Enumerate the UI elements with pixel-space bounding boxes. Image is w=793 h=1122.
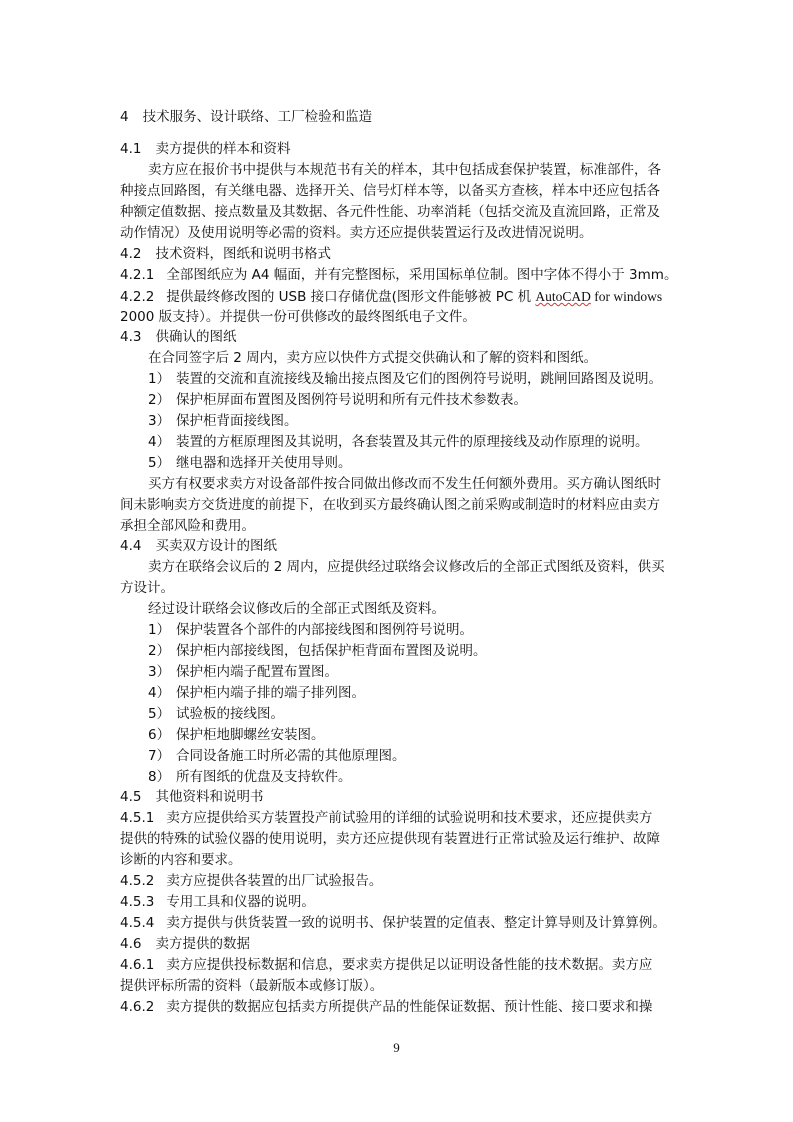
heading-title: 卖方提供的样本和资料 (155, 141, 291, 157)
list-text: 继电器和选择开关使用导则。 (176, 455, 352, 471)
clause-number: 4.2.1 (120, 267, 155, 283)
clause-text: 卖方提供与供货装置一致的说明书、保护装置的定值表、整定计算导则及计算算例。 (166, 915, 666, 931)
paragraph-line: 间未影响卖方交货进度的前提下，在收到买方最终确认图之前采购或制造时的材料应由卖方 (120, 497, 660, 513)
clause-text: 卖方应提供投标数据和信息，要求卖方提供足以证明设备性能的技术数据。卖方应 (166, 957, 653, 973)
list-text: 试验板的接线图。 (176, 706, 284, 722)
clause-4-6-1 (120, 955, 680, 976)
paragraph-line: 提供评标所需的资料（最新版本或修订版）。 (120, 978, 384, 994)
list-number: 4） (148, 434, 171, 450)
heading-title: 其他资料和说明书 (155, 789, 264, 805)
paragraph-line: 种接点回路图，有关继电器、选择开关、信号灯样本等，以备买方查核，样本中还应包括各 (120, 183, 660, 199)
clause-4-6-2 (120, 997, 680, 1018)
heading-title: 供确认的图纸 (155, 329, 237, 345)
page-number: 9 (393, 1040, 400, 1055)
list-text: 保护柜内端子配置布置图。 (176, 664, 338, 680)
list-item (148, 620, 680, 641)
clause-4-5-1 (120, 808, 680, 829)
list-item (148, 390, 680, 411)
list-number: 1） (148, 371, 171, 387)
list-text: 保护柜内端子排的端子排列图。 (176, 685, 365, 701)
clause-4-2-1 (120, 265, 680, 286)
heading-number: 4.6 (120, 936, 142, 952)
heading-4-5 (120, 787, 680, 808)
list-number: 1） (148, 622, 171, 638)
list-number: 8） (148, 769, 171, 785)
list-item (148, 662, 680, 683)
list-text: 所有图纸的优盘及支持软件。 (176, 769, 352, 785)
clause-4-5-3 (120, 892, 680, 913)
list-number: 3） (148, 413, 171, 429)
heading-title: 卖方提供的数据 (155, 936, 250, 952)
list-number: 2） (148, 643, 171, 659)
heading-4-1 (120, 139, 680, 160)
clause-number: 4.5.1 (120, 810, 155, 826)
list-text: 保护柜地脚螺丝安装图。 (176, 727, 325, 743)
paragraph-line: 卖方应在报价书中提供与本规范书有关的样本，其中包括成套保护装置，标准部件，各 (148, 162, 661, 178)
list-item (148, 683, 680, 704)
list-text: 保护柜内部接线图，包括保护柜背面布置图及说明。 (176, 643, 487, 659)
heading-number: 4.5 (120, 789, 142, 805)
autocad-term: AutoCAD (535, 289, 591, 304)
section-heading (120, 107, 680, 128)
heading-number: 4.3 (120, 329, 142, 345)
clause-text: 全部图纸应为 A4 幅面，并有完整图标，采用国标单位制。图中字体不得小于 3mm。 (166, 267, 678, 283)
clause-text: 卖方应提供各装置的出厂试验报告。 (166, 873, 383, 889)
paragraph-line: 种额定值数据、接点数量及其数据、各元件性能、功率消耗（包括交流及直流回路，正常及 (120, 204, 660, 220)
section-title: 技术服务、设计联络、工厂检验和监造 (142, 109, 373, 125)
list-item (148, 641, 680, 662)
clause-text: 卖方提供的数据应包括卖方所提供产品的性能保证数据、预计性能、接口要求和操 (166, 999, 653, 1015)
paragraph-line: 在合同签字后 2 周内，卖方应以快件方式提交供确认和了解的资料和图纸。 (148, 350, 598, 366)
heading-4-6 (120, 934, 680, 955)
heading-4-2 (120, 244, 680, 265)
clause-text: 专用工具和仪器的说明。 (166, 894, 315, 910)
list-text: 装置的方框原理图及其说明，各套装置及其元件的原理接线及动作原理的说明。 (176, 434, 649, 450)
paragraph-line: 动作情况）及使用说明等必需的资料。卖方还应提供装置运行及改进情况说明。 (120, 225, 593, 241)
list-item (148, 746, 680, 767)
clause-4-2-2 (120, 286, 680, 308)
paragraph-line: 提供的特殊的试验仪器的使用说明，卖方还应提供现有装置进行正常试验及运行维护、故障 (120, 831, 660, 847)
clause-text: 提供最终修改图的 USB 接口存储优盘(图形文件能够被 PC 机 (166, 289, 536, 305)
list-item (148, 453, 680, 474)
clause-number: 4.6.1 (120, 957, 155, 973)
heading-number: 4.2 (120, 246, 142, 262)
list-number: 6） (148, 727, 171, 743)
paragraph-line: 方设计。 (120, 580, 174, 596)
clause-text: 卖方应提供给买方装置投产前试验用的详细的试验说明和技术要求，还应提供卖方 (166, 810, 653, 826)
heading-4-3 (120, 327, 680, 348)
paragraph-line: 经过设计联络会议修改后的全部正式图纸及资料。 (148, 601, 445, 617)
heading-title: 买卖双方设计的图纸 (155, 538, 277, 554)
paragraph-line: 承担全部风险和费用。 (120, 518, 255, 534)
paragraph-line: 2000 版支持）。并提供一份可供修改的最终图纸电子文件。 (120, 309, 476, 325)
paragraph-line: 买方有权要求卖方对设备部件按合同做出修改而不发生任何额外费用。买方确认图纸时 (148, 476, 661, 492)
list-number: 3） (148, 664, 171, 680)
list-item (148, 704, 680, 725)
clause-4-5-2 (120, 871, 680, 892)
heading-4-4 (120, 536, 680, 557)
list-text: 合同设备施工时所必需的其他原理图。 (176, 748, 406, 764)
list-text: 装置的交流和直流接线及输出接点图及它们的图例符号说明，跳闸回路图及说明。 (176, 371, 662, 387)
list-number: 5） (148, 706, 171, 722)
heading-number: 4.4 (120, 538, 142, 554)
list-item (148, 411, 680, 432)
list-number: 7） (148, 748, 171, 764)
clause-text-end: for windows (590, 289, 663, 304)
list-number: 5） (148, 455, 171, 471)
paragraph-line: 卖方在联络会议后的 2 周内，应提供经过联络会议修改后的全部正式图纸及资料，供买 (148, 559, 665, 575)
list-item (148, 432, 680, 453)
list-text: 保护柜背面接线图。 (176, 413, 298, 429)
paragraph-line: 诊断的内容和要求。 (120, 852, 242, 868)
clause-4-5-4 (120, 913, 680, 934)
list-item (148, 767, 680, 788)
list-number: 4） (148, 685, 171, 701)
clause-number: 4.5.2 (120, 873, 155, 889)
clause-number: 4.5.3 (120, 894, 155, 910)
list-item (148, 725, 680, 746)
clause-number: 4.6.2 (120, 999, 155, 1015)
list-text: 保护柜屏面布置图及图例符号说明和所有元件技术参数表。 (176, 392, 527, 408)
list-item (148, 369, 680, 390)
clause-number: 4.2.2 (120, 289, 155, 305)
list-number: 2） (148, 392, 171, 408)
section-number: 4 (120, 109, 129, 125)
list-text: 保护装置各个部件的内部接线图和图例符号说明。 (176, 622, 473, 638)
clause-number: 4.5.4 (120, 915, 155, 931)
heading-title: 技术资料，图纸和说明书格式 (155, 246, 331, 262)
heading-number: 4.1 (120, 141, 142, 157)
